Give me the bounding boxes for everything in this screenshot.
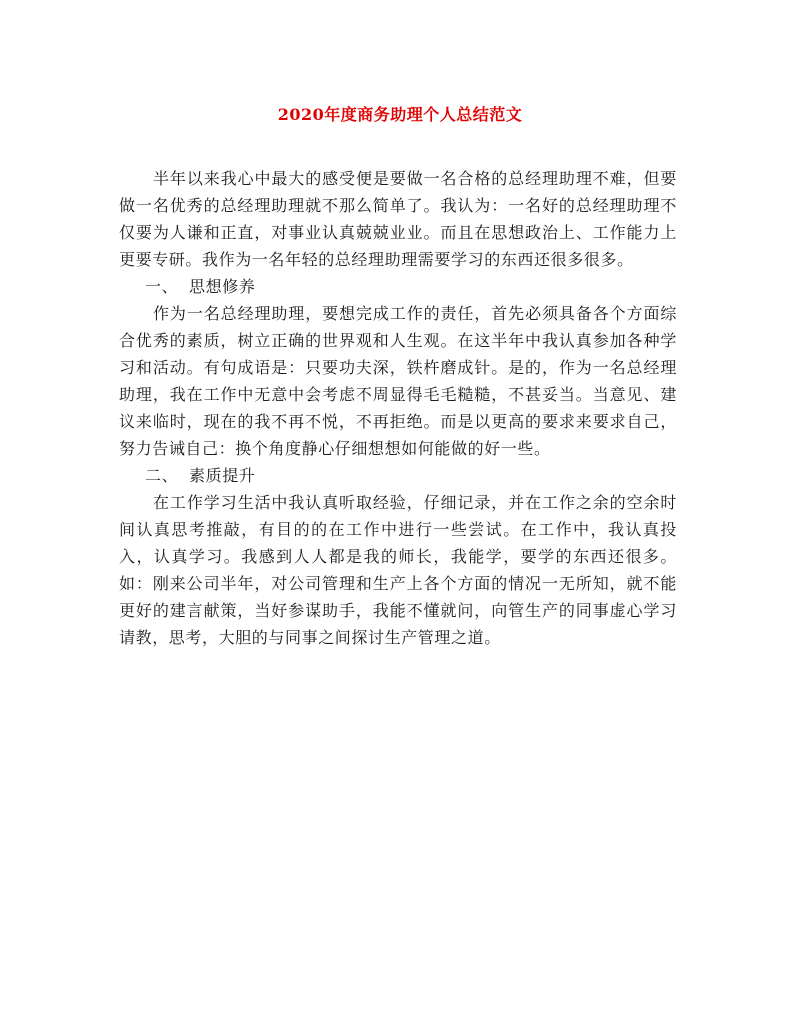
section-number: 二、 xyxy=(145,466,179,485)
section-paragraph: 作为一名总经理助理，要想完成工作的责任，首先必须具备各个方面综合优秀的素质，树立正确的世界观和人生观。在这半年中我认真参加各种学习和活动。有句成语是：只要功夫深，铁杵磨成针。是的，作为一名总经理助理，我在工作中无意中会考虑不周显得毛毛糙糙，不甚妥当。当意见、建议来临时，现在的我不再不悦，不再拒绝。而是以更高的要求来要求自己，努力告诫自己：换个角度静心仔细想想如何能做的好一些。 xyxy=(119,304,677,458)
section-paragraph: 在工作学习生活中我认真听取经验，仔细记录，并在工作之余的空余时间认真思考推敲，有目的的在工作中进行一些尝试。在工作中，我认真投入，认真学习。我感到人人都是我的师长，我能学，要学的东西还很多。如：刚来公司半年，对公司管理和生产上各个方面的情况一无所知，就不能更好的建言献策，当好参谋助手，我能不懂就问，向管生产的同事虚心学习请教，思考，大胆的与同事之间探讨生产管理之道。 xyxy=(119,493,677,647)
document-title: 2020年度商务助理个人总结范文 xyxy=(277,105,523,124)
document-body xyxy=(119,165,677,651)
section-heading xyxy=(119,273,677,300)
section-heading xyxy=(119,462,677,489)
section-number: 一、 xyxy=(145,277,179,296)
section-heading-text: 思想修养 xyxy=(189,277,256,296)
section-heading-text: 素质提升 xyxy=(189,466,256,485)
intro-paragraph: 半年以来我心中最大的感受便是要做一名合格的总经理助理不难，但要做一名优秀的总经理助理就不那么简单了。我认为：一名好的总经理助理不仅要为人谦和正直，对事业认真兢兢业业。而且在思想政治上、工作能力上更要专研。我作为一名年轻的总经理助理需要学习的东西还很多很多。 xyxy=(119,169,677,269)
